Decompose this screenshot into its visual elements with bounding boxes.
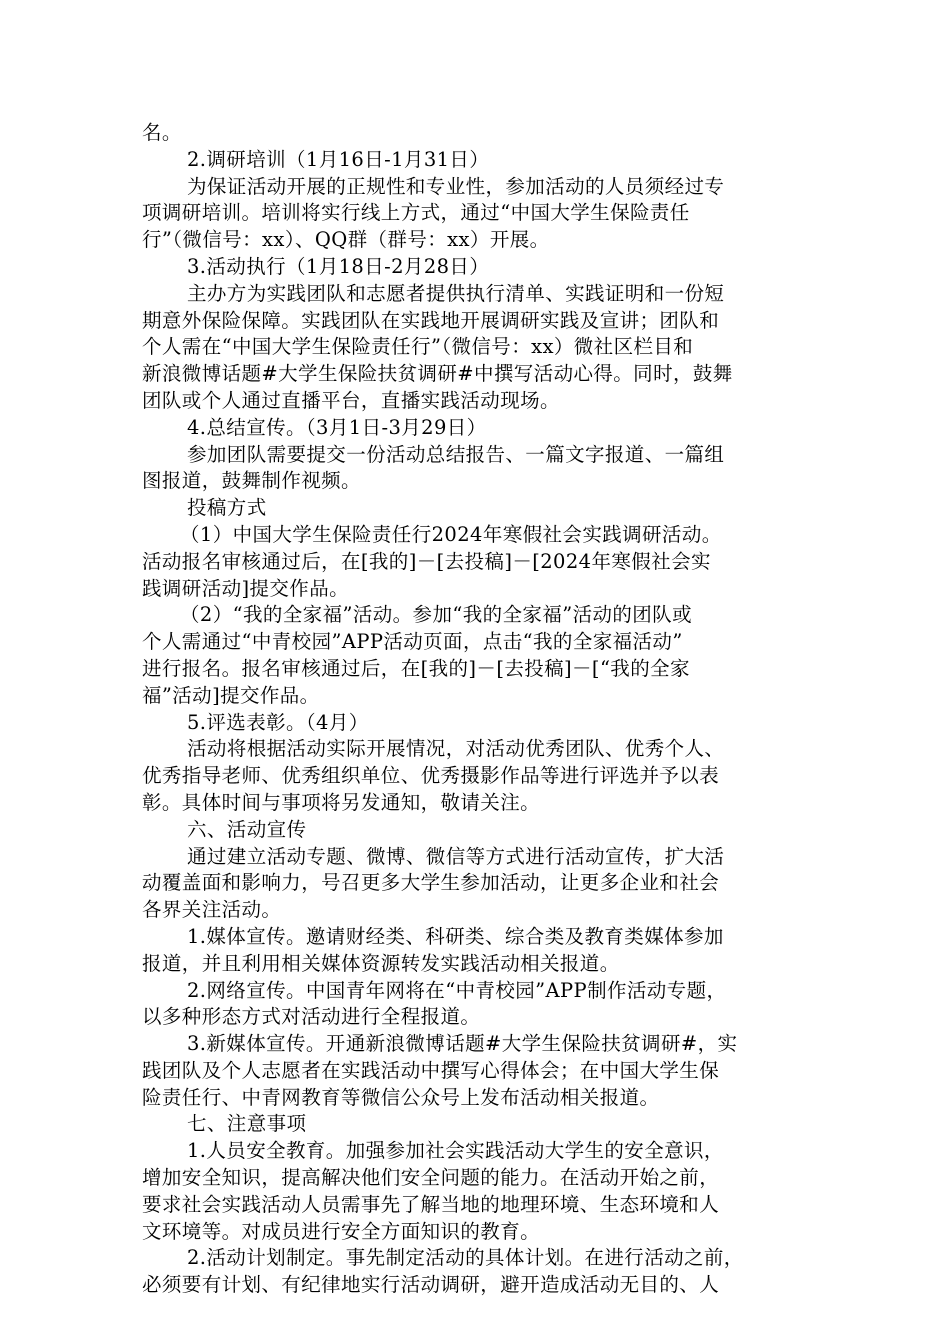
paragraph-line: （1）中国大学生保险责任行2024年寒假社会实践调研活动。 xyxy=(180,522,722,546)
text-line: 动覆盖面和影响力，号召更多大学生参加活动，让更多企业和社会 xyxy=(142,871,720,895)
paragraph-line: 活动将根据活动实际开展情况，对活动优秀团队、优秀个人、 xyxy=(187,737,725,761)
paragraph-line: 为保证活动开展的正规性和专业性，参加活动的人员须经过专 xyxy=(187,174,725,198)
text-line: 践调研活动]提交作品。 xyxy=(142,576,350,600)
text-line: 团队或个人通过直播平台，直播实践活动现场。 xyxy=(142,388,560,412)
text-line: 项调研培训。培训将实行线上方式，通过“中国大学生保险责任 xyxy=(142,201,690,225)
text-line: 必须要有计划、有纪律地实行活动调研，避开造成活动无目的、人 xyxy=(142,1273,720,1297)
section-heading: 3.活动执行（1月18日-2月28日） xyxy=(187,254,490,278)
section-heading: 4.总结宣传。（3月1日-3月29日） xyxy=(187,415,487,439)
text-line: 福”活动]提交作品。 xyxy=(142,683,320,707)
paragraph-line: 通过建立活动专题、微博、微信等方式进行活动宣传，扩大活 xyxy=(187,844,725,868)
paragraph-line: 2.网络宣传。中国青年网将在“中青校园”APP制作活动专题， xyxy=(187,978,727,1002)
text-line: 要求社会实践活动人员需事先了解当地的地理环境、生态环境和人 xyxy=(142,1192,720,1216)
text-line: 进行报名。报名审核通过后，在[我的]－[去投稿]－[“我的全家 xyxy=(142,656,690,680)
text-line: 各界关注活动。 xyxy=(142,898,282,922)
text-line: 增加安全知识，提高解决他们安全问题的能力。在活动开始之前， xyxy=(142,1166,720,1190)
section-heading: 六、活动宣传 xyxy=(187,817,307,841)
paragraph-line: 主办方为实践团队和志愿者提供执行清单、实践证明和一份短 xyxy=(187,281,725,305)
paragraph-line: 3.新媒体宣传。开通新浪微博话题#大学生保险扶贫调研#，实 xyxy=(187,1032,738,1056)
text-line: 文环境等。对成员进行安全方面知识的教育。 xyxy=(142,1219,541,1243)
text-line: 优秀指导老师、优秀组织单位、优秀摄影作品等进行评选并予以表 xyxy=(142,764,720,788)
paragraph-line: 参加团队需要提交一份活动总结报告、一篇文字报道、一篇组 xyxy=(187,442,725,466)
text-line: 个人需通过“中青校园”APP活动页面，点击“我的全家福活动” xyxy=(142,630,683,654)
section-heading: 5.评选表彰。（4月） xyxy=(187,710,369,734)
section-heading: 2.调研培训（1月16日-1月31日） xyxy=(187,147,490,171)
text-line: 行”（微信号：xx）、QQ群（群号：xx）开展。 xyxy=(142,228,550,252)
text-line: 期意外保险保障。实践团队在实践地开展调研实践及宣讲；团队和 xyxy=(142,308,720,332)
text-line: 以多种形态方式对活动进行全程报道。 xyxy=(142,1005,481,1029)
text-line: 报道，并且利用相关媒体资源转发实践活动相关报道。 xyxy=(142,951,620,975)
text-line: 名。 xyxy=(142,121,182,144)
document-page xyxy=(142,120,822,1299)
text-line: 活动报名审核通过后，在[我的]－[去投稿]－[2024年寒假社会实 xyxy=(142,549,711,573)
text-line: 个人需在“中国大学生保险责任行”（微信号：xx）微社区栏目和 xyxy=(142,335,694,359)
paragraph-line: 1.媒体宣传。邀请财经类、科研类、综合类及教育类媒体参加 xyxy=(187,924,724,948)
text-line: 新浪微博话题#大学生保险扶贫调研#中撰写活动心得。同时，鼓舞 xyxy=(142,362,733,386)
text-line: 彰。具体时间与事项将另发通知，敬请关注。 xyxy=(142,790,541,814)
section-heading: 投稿方式 xyxy=(187,496,267,520)
paragraph-line: 1.人员安全教育。加强参加社会实践活动大学生的安全意识， xyxy=(187,1139,724,1163)
text-line: 险责任行、中青网教育等微信公众号上发布活动相关报道。 xyxy=(142,1085,660,1109)
section-heading: 七、注意事项 xyxy=(187,1112,307,1136)
paragraph-line: 2.活动计划制定。事先制定活动的具体计划。在进行活动之前， xyxy=(187,1246,744,1270)
paragraph-line: （2）“我的全家福”活动。参加“我的全家福”活动的团队或 xyxy=(180,603,692,627)
text-line: 图报道，鼓舞制作视频。 xyxy=(142,469,361,493)
text-line: 践团队及个人志愿者在实践活动中撰写心得体会；在中国大学生保 xyxy=(142,1058,720,1082)
